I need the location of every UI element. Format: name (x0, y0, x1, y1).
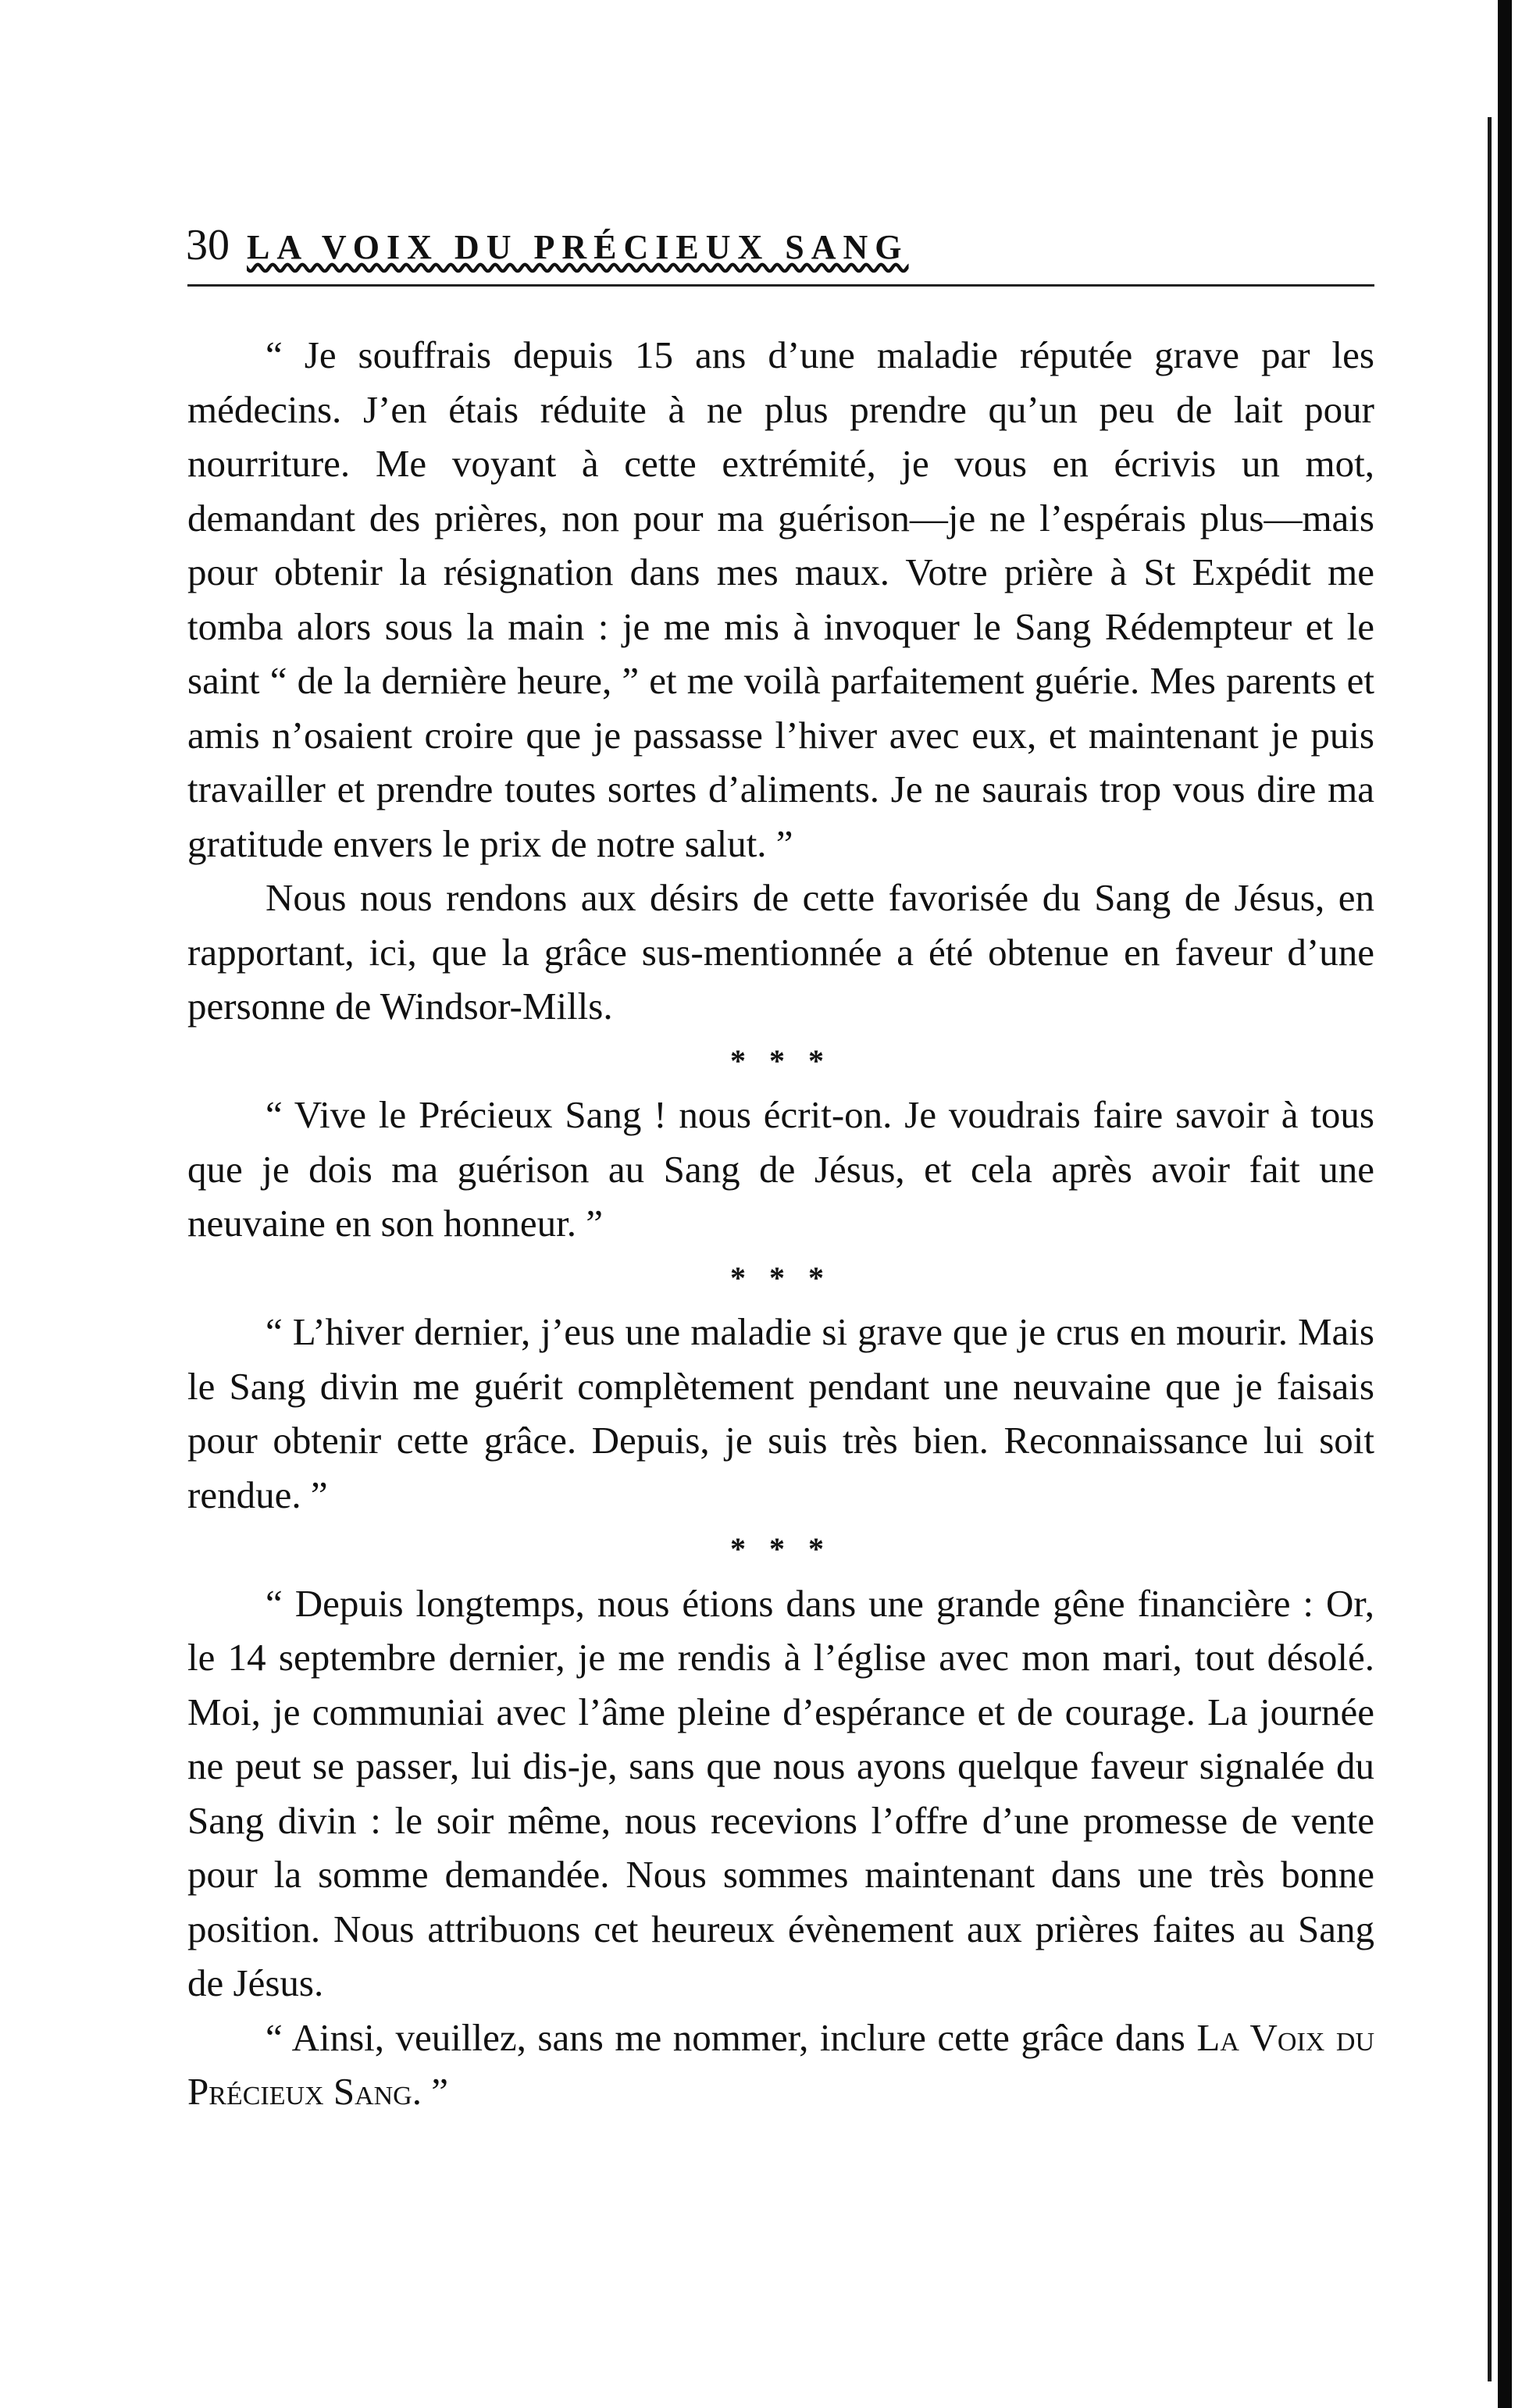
paragraph-testimony-4: “ Depuis longtemps, nous étions dans une grande gêne financière : Or, le 14 septembre dernier, je me rendis à l’église avec mon mari, tout désolé. Moi, je communiai avec l’âme pleine d’espérance et de courage. La journée ne peut se passer, lui dis-je, sans que nous ayons quelque faveur signalée du Sang divin : le soir même, nous recevions l’offre d’une promesse de vente pour la somme demandée. Nous sommes maintenant dans une très bonne position. Nous attribuons cet heureux évènement aux prières faites au Sang de Jésus. (187, 1581, 1374, 2004)
closing-text: “ Ainsi, veuillez, sans me nommer, inclure cette grâce dans (266, 2015, 1197, 2059)
asterism-separator: * * * (730, 1531, 832, 1566)
body-text (187, 328, 1374, 2119)
page-header (186, 205, 1373, 267)
asterism-separator: * * * (730, 1259, 832, 1295)
paragraph-testimony-1: “ Je souffrais depuis 15 ans d’une maladie réputée grave par les médecins. J’en étais réduite à ne plus prendre qu’un peu de lait pour nourriture. Me voyant à cette extrémité, je vous en écrivis un mot, demandant des prières, non pour ma guérison—je ne l’espérais plus—mais pour obtenir la résignation dans mes maux. Votre prière à St Expédit me tomba alors sous la main : je me mis à invoquer le Sang Rédempteur et le saint “ de la dernière heure, ” et me voilà parfaitement guérie. Mes parents et amis n’osaient croire que je passasse l’hiver avec eux, et maintenant je puis travailler et prendre toutes sortes d’aliments. Je ne saurais trop vous dire ma gratitude envers le prix de notre salut. ” (187, 333, 1374, 865)
publication-title: La Voix du Précieux Sang (187, 2015, 1374, 2113)
page-edge-line (1488, 117, 1492, 2381)
running-title: LA VOIX DU PRÉCIEUX SANG (247, 228, 909, 266)
closing-end: . ” (412, 2070, 448, 2113)
paragraph-closing (187, 2011, 1374, 2119)
paragraph-testimony-2: “ Vive le Précieux Sang ! nous écrit-on. Je voudrais faire savoir à tous que je dois ma guérison au Sang de Jésus, et cela après avoir fait une neuvaine en son honneur. ” (187, 1093, 1374, 1245)
paragraph-editorial-note: Nous nous rendons aux désirs de cette favorisée du Sang de Jésus, en rapportant, ici, que la grâce sus-mentionnée a été obtenue en faveur d’une personne de Windsor-Mills. (187, 876, 1374, 1028)
header-rule (187, 284, 1374, 287)
paragraph-testimony-3: “ L’hiver dernier, j’eus une maladie si grave que je crus en mourir. Mais le Sang divin me guérit complètement pendant une neuvaine que je faisais pour obtenir cette grâce. Depuis, je suis très bien. Reconnaissance lui soit rendue. ” (187, 1310, 1374, 1516)
page-number: 30 (186, 221, 230, 269)
page-edge-shadow (1498, 0, 1512, 2408)
asterism-separator: * * * (730, 1042, 832, 1078)
